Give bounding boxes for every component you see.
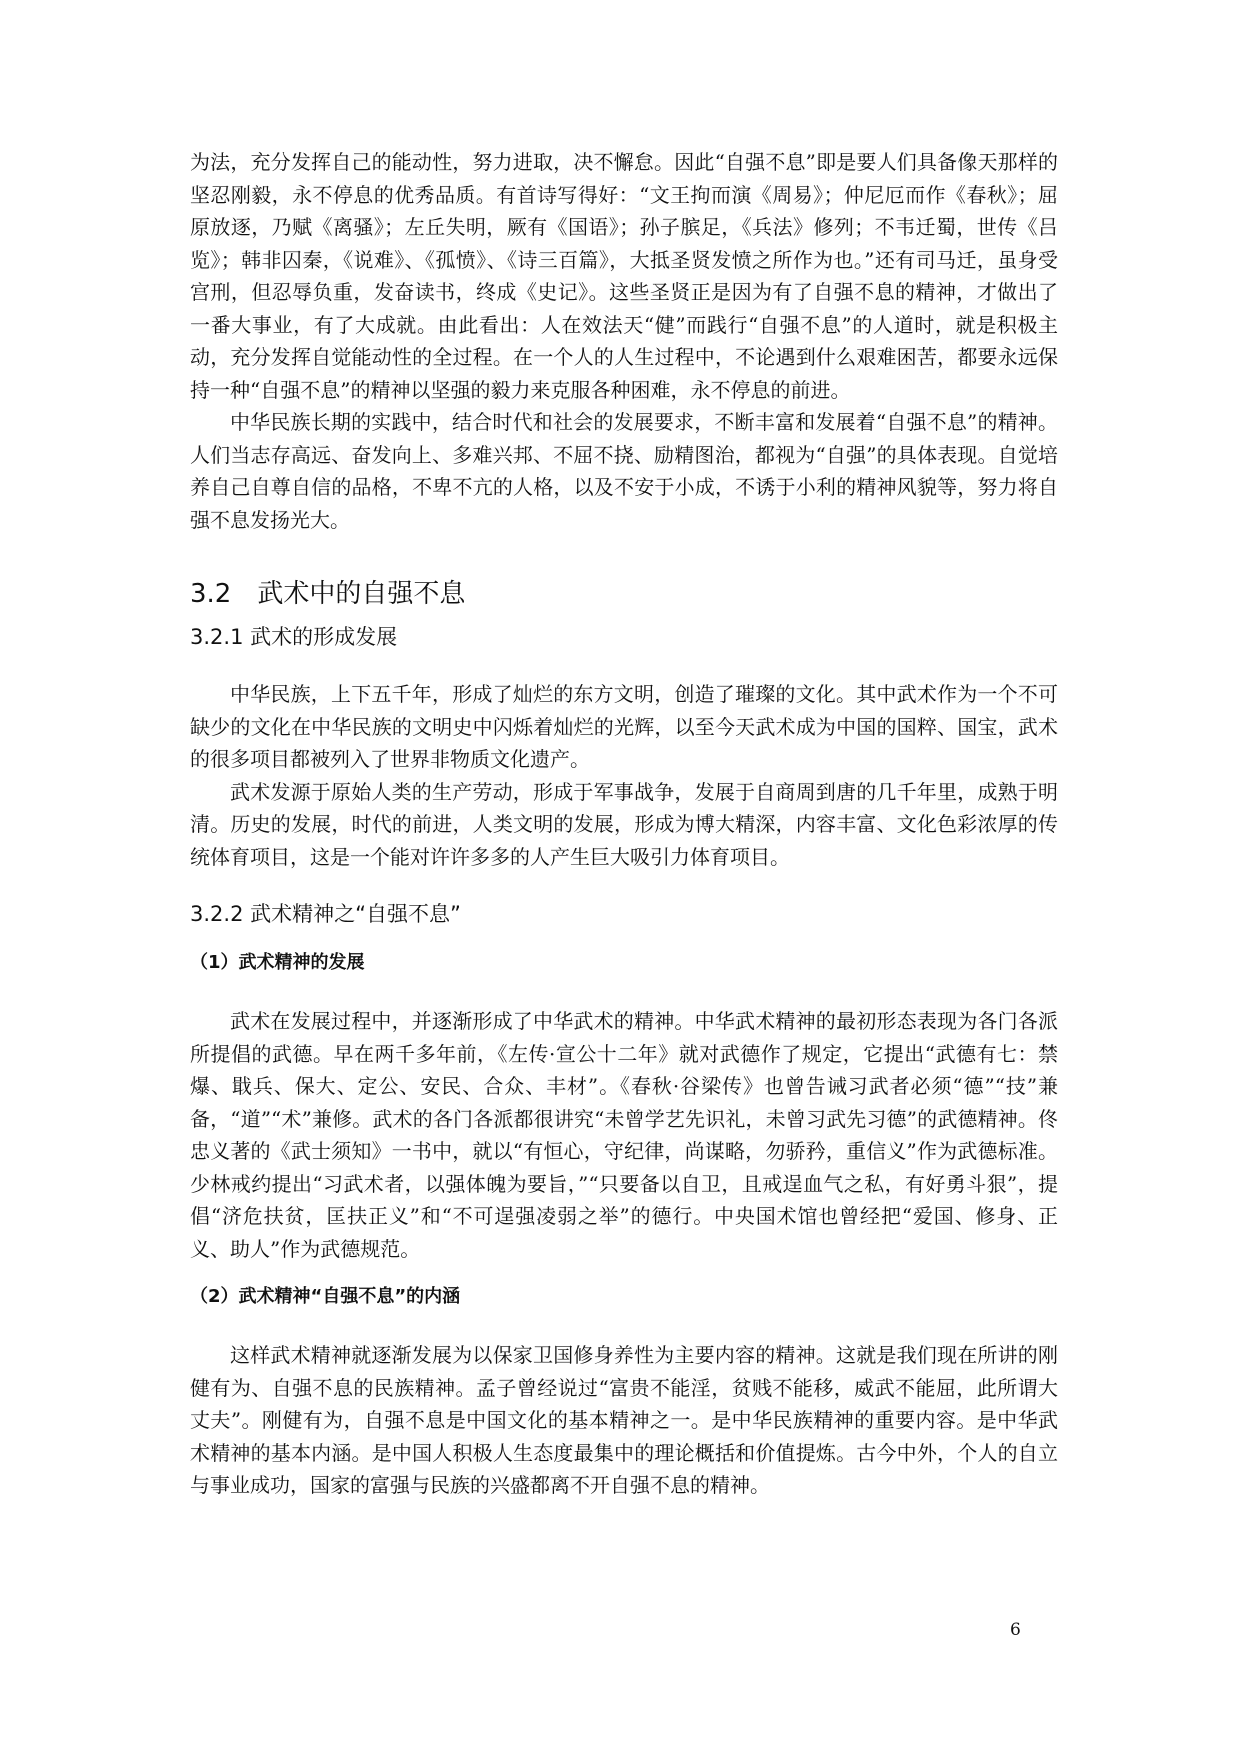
subsection-heading-1: （1）武术精神的发展 <box>190 952 365 973</box>
section-heading-3-2-2: 3.2.2 武术精神之“自强不息” <box>190 902 461 926</box>
section-heading-3-2-1: 3.2.1 武术的形成发展 <box>190 625 398 649</box>
intro-paragraph-2: 中华民族长期的实践中，结合时代和社会的发展要求，不断丰富和发展着“自强不息”的精神。人们当志存高远、奋发向上、多难兴邦、不屈不挠、励精图治，都视为“自强”的具体表现。自觉培养自己自尊自信的品格，不卑不亢的人格，以及不安于小成，不诱于小利的精神风貌等，努力将自强不息发扬光大。 <box>190 410 1058 532</box>
page-body <box>190 146 1058 1502</box>
intro-paragraph-1: 为法，充分发挥自己的能动性，努力进取，决不懈怠。因此“自强不息”即是要人们具备像天那样的坚忍刚毅，永不停息的优秀品质。有首诗写得好：“文王拘而演《周易》；仲尼厄而作《春秋》；屈原放逐，乃赋《离骚》；左丘失明，厥有《国语》；孙子膑足，《兵法》修列；不韦迁蜀，世传《吕览》；韩非囚秦，《说难》、《孤愤》、《诗三百篇》，大抵圣贤发愤之所作为也。”还有司马迁，虽身受宫刑，但忍辱负重，发奋读书，终成《史记》。这些圣贤正是因为有了自强不息的精神，才做出了一番大事业，有了大成就。由此看出：人在效法天“健”而践行“自强不息”的人道时，就是积极主动，充分发挥自觉能动性的全过程。在一个人的人生过程中，不论遇到什么艰难困苦，都要永远保持一种“自强不息”的精神以坚强的毅力来克服各种困难，永不停息的前进。 <box>190 150 1058 402</box>
subsection-1-paragraph: 武术在发展过程中，并逐渐形成了中华武术的精神。中华武术精神的最初形态表现为各门各派所提倡的武德。早在两千多年前，《左传·宣公十二年》就对武德作了规定，它提出“武德有七：禁爆、戢兵、保大、定公、安民、合众、丰材”。《春秋·谷梁传》也曾告诫习武者必须“德”“技”兼备，“道”“术”兼修。武术的各门各派都很讲究“未曾学艺先识礼，未曾习武先习德”的武德精神。佟忠义著的《武士须知》一书中，就以“有恒心，守纪律，尚谋略，勿骄矜，重信义”作为武德标准。少林戒约提出“习武术者，以强体魄为要旨，”“只要备以自卫，且戒逞血气之私，有好勇斗狠”，提倡“济危扶贫，匡扶正义”和“不可逞强凌弱之举”的德行。中央国术馆也曾经把“爱国、修身、正义、助人”作为武德规范。 <box>190 1009 1058 1261</box>
page-number: 6 <box>1010 1620 1021 1640</box>
section-3-2-1-paragraph-2: 武术发源于原始人类的生产劳动，形成于军事战争，发展于自商周到唐的几千年里，成熟于明清。历史的发展，时代的前进，人类文明的发展，形成为博大精深，内容丰富、文化色彩浓厚的传统体育项目，这是一个能对许许多多的人产生巨大吸引力体育项目。 <box>190 779 1058 869</box>
subsection-heading-2: （2）武术精神“自强不息”的内涵 <box>190 1286 461 1307</box>
section-3-2-1-paragraph-1: 中华民族，上下五千年，形成了灿烂的东方文明，创造了璀璨的文化。其中武术作为一个不可缺少的文化在中华民族的文明史中闪烁着灿烂的光辉，以至今天武术成为中国的国粹、国宝，武术的很多项目都被列入了世界非物质文化遗产。 <box>190 682 1058 771</box>
subsection-2-paragraph: 这样武术精神就逐渐发展为以保家卫国修身养性为主要内容的精神。这就是我们现在所讲的刚健有为、自强不息的民族精神。孟子曾经说过“富贵不能淫，贫贱不能移，威武不能屈，此所谓大丈夫”。刚健有为，自强不息是中国文化的基本精神之一。是中华民族精神的重要内容。是中华武术精神的基本内涵。是中国人积极人生态度最集中的理论概括和价值提炼。古今中外，个人的自立与事业成功，国家的富强与民族的兴盛都离不开自强不息的精神。 <box>190 1343 1058 1497</box>
section-heading-3-2: 3.2 武术中的自强不息 <box>190 579 466 609</box>
